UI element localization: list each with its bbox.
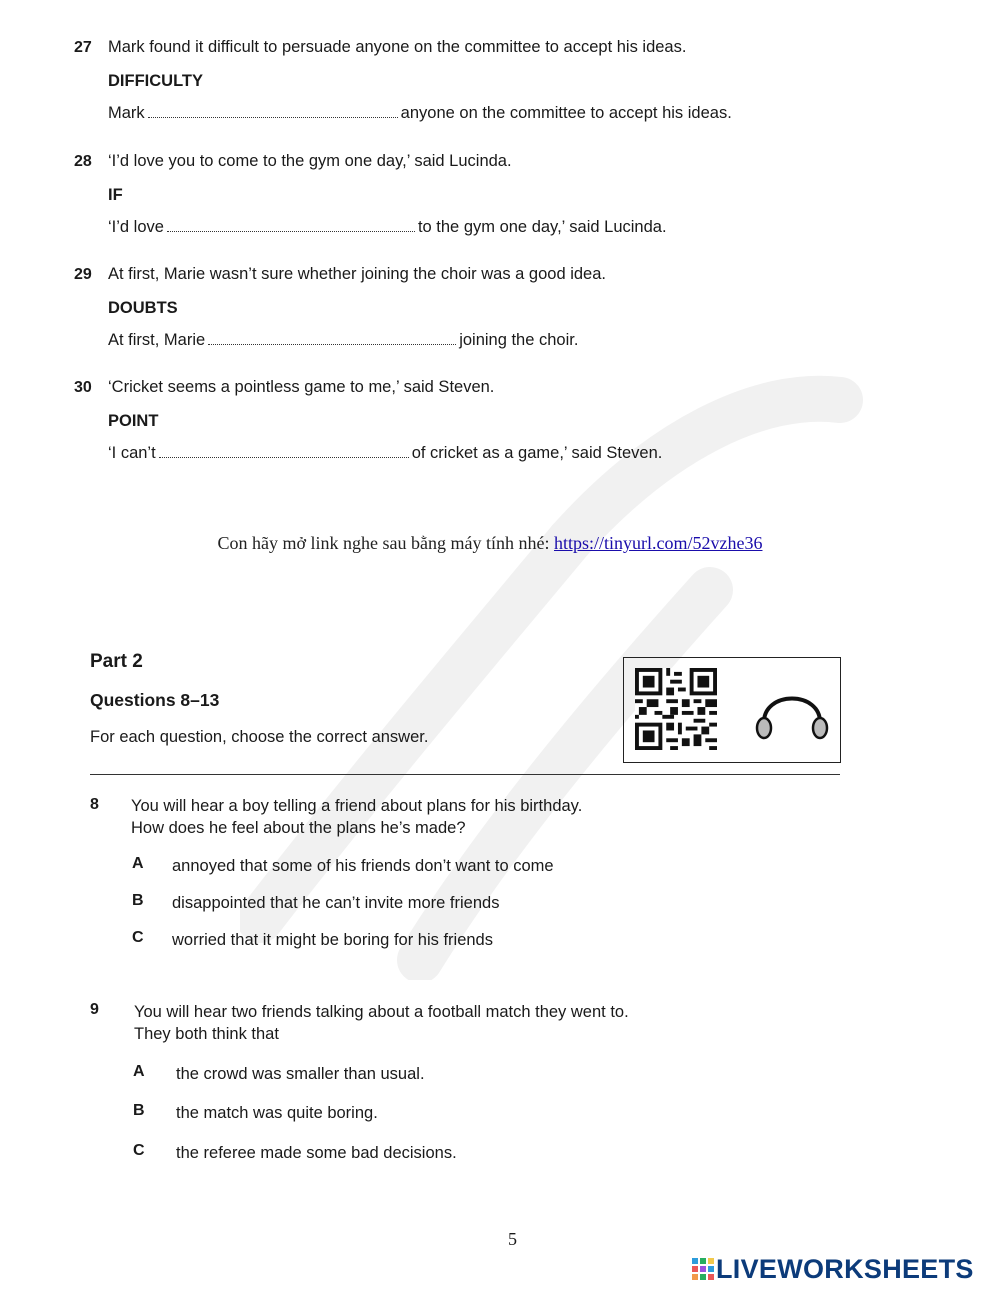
listening-note-text: Con hãy mở link nghe sau bằng máy tính nhé: xyxy=(217,533,554,553)
brand-mark-icon xyxy=(692,1258,714,1280)
answer-line xyxy=(108,218,667,237)
question-number: 29 xyxy=(74,266,92,283)
option-letter[interactable]: B xyxy=(132,892,144,909)
answer-suffix: joining the choir. xyxy=(459,331,579,349)
answer-prefix: ‘I can’t xyxy=(108,444,156,462)
answer-line xyxy=(108,104,732,123)
answer-blank[interactable] xyxy=(159,445,409,458)
option-letter[interactable]: A xyxy=(133,1063,145,1080)
page-number: 5 xyxy=(508,1229,517,1249)
answer-prefix: At first, Marie xyxy=(108,331,206,349)
option-letter[interactable]: C xyxy=(132,929,144,946)
question-keyword: IF xyxy=(108,186,123,204)
option-text[interactable]: annoyed that some of his friends don’t want to come xyxy=(172,857,554,875)
item-line: You will hear two friends talking about a football match they went to. xyxy=(134,1003,629,1021)
option-text[interactable]: the referee made some bad decisions. xyxy=(176,1144,457,1162)
answer-prefix: Mark xyxy=(108,104,145,122)
qr-code-icon[interactable] xyxy=(635,668,717,750)
audio-box xyxy=(623,657,841,763)
question-keyword: DIFFICULTY xyxy=(108,72,204,90)
answer-blank[interactable] xyxy=(167,219,415,232)
item-line: How does he feel about the plans he’s made? xyxy=(131,819,466,837)
answer-blank[interactable] xyxy=(148,105,398,118)
item-number: 9 xyxy=(90,1001,99,1018)
answer-prefix: ‘I’d love xyxy=(108,218,164,236)
option-text[interactable]: the match was quite boring. xyxy=(176,1104,378,1122)
brand-name: LIVEWORKSHEETS xyxy=(716,1253,974,1284)
option-text[interactable]: the crowd was smaller than usual. xyxy=(176,1065,425,1083)
question-sentence: At first, Marie wasn’t sure whether joining the choir was a good idea. xyxy=(108,265,606,283)
section-divider xyxy=(90,774,840,775)
headphones-icon xyxy=(754,676,830,746)
item-line: You will hear a boy telling a friend about plans for his birthday. xyxy=(131,797,583,815)
question-keyword: POINT xyxy=(108,412,159,430)
item-line: They both think that xyxy=(134,1025,279,1043)
answer-line xyxy=(108,331,578,350)
answer-suffix: to the gym one day,’ said Lucinda. xyxy=(417,218,667,236)
brand-logo[interactable] xyxy=(692,1253,974,1285)
answer-suffix: of cricket as a game,’ said Steven. xyxy=(411,444,663,462)
question-sentence: Mark found it difficult to persuade anyone on the committee to accept his ideas. xyxy=(108,38,687,56)
listening-note xyxy=(0,533,980,554)
answer-line xyxy=(108,444,662,463)
option-text[interactable]: disappointed that he can’t invite more friends xyxy=(172,894,500,912)
option-letter[interactable]: C xyxy=(133,1142,145,1159)
item-number: 8 xyxy=(90,796,99,813)
questions-range: Questions 8–13 xyxy=(90,690,220,710)
question-sentence: ‘Cricket seems a pointless game to me,’ said Steven. xyxy=(108,378,495,396)
answer-suffix: anyone on the committee to accept his ideas. xyxy=(400,104,732,122)
option-letter[interactable]: A xyxy=(132,855,144,872)
question-number: 27 xyxy=(74,39,92,56)
listening-link[interactable]: https://tinyurl.com/52vzhe36 xyxy=(554,533,763,553)
answer-blank[interactable] xyxy=(208,332,456,345)
question-number: 28 xyxy=(74,153,92,170)
question-sentence: ‘I’d love you to come to the gym one day,’ said Lucinda. xyxy=(108,152,512,170)
option-letter[interactable]: B xyxy=(133,1102,145,1119)
part-instruction: For each question, choose the correct answer. xyxy=(90,728,429,746)
option-text[interactable]: worried that it might be boring for his friends xyxy=(172,931,493,949)
part-title: Part 2 xyxy=(90,651,143,672)
question-number: 30 xyxy=(74,379,92,396)
question-keyword: DOUBTS xyxy=(108,299,178,317)
